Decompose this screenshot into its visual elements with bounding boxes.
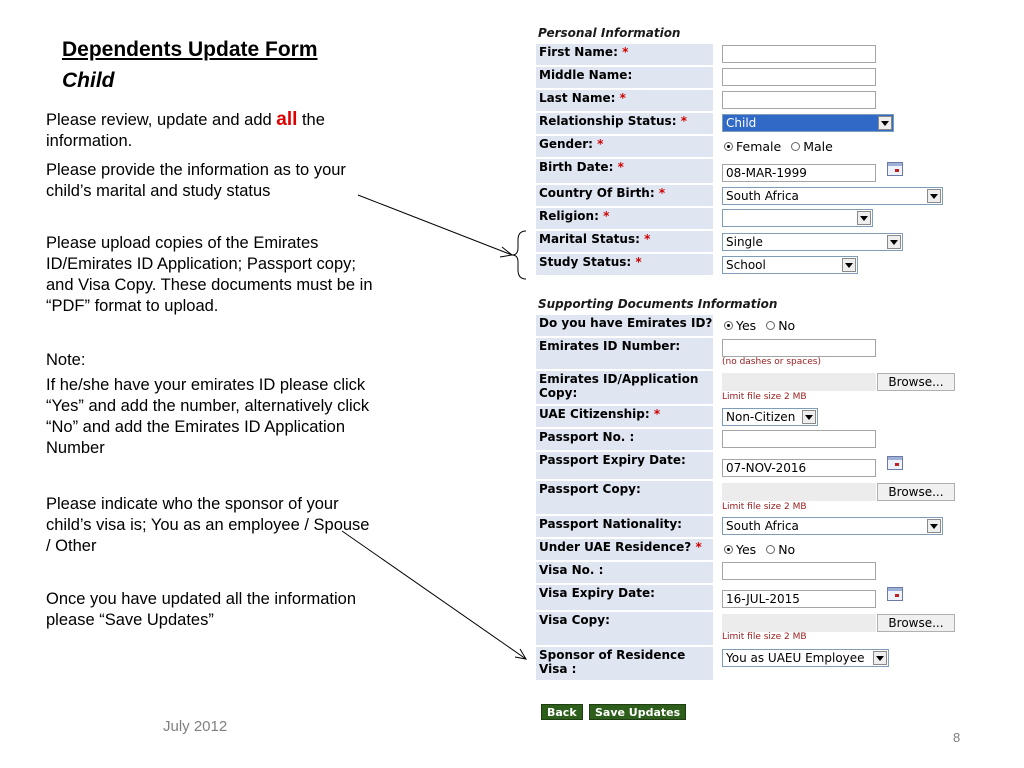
- passport-copy-file-field[interactable]: [722, 483, 876, 501]
- chevron-down-icon[interactable]: [887, 235, 901, 249]
- last-name-label: [536, 90, 713, 111]
- emirates-yes-radio[interactable]: [724, 321, 733, 330]
- middle-name-label-text: Middle Name:: [539, 68, 633, 82]
- marital-label-text: Marital Status:: [539, 232, 640, 246]
- visa-expiry-label-text: Visa Expiry Date:: [539, 586, 655, 600]
- residence-no-radio[interactable]: [766, 545, 775, 554]
- footer-date: July 2012: [163, 718, 228, 735]
- citizenship-label-text: UAE Citizenship:: [539, 407, 650, 421]
- citizenship-label: [536, 406, 713, 427]
- passport-no-input[interactable]: [722, 430, 876, 448]
- first-name-label: [536, 44, 713, 65]
- marital-label: [536, 231, 713, 252]
- required-mark: *: [695, 540, 702, 554]
- emirates-copy-label-text: Emirates ID/Application Copy:: [539, 372, 699, 400]
- first-name-label-text: First Name:: [539, 45, 618, 59]
- required-mark: *: [644, 232, 651, 246]
- required-mark: *: [680, 114, 687, 128]
- required-mark: *: [619, 91, 626, 105]
- arrow-sponsor-line: [342, 531, 526, 659]
- required-mark: *: [597, 137, 604, 151]
- birth-date-label-text: Birth Date:: [539, 160, 614, 174]
- documents-section-title: Supporting Documents Information: [538, 297, 778, 311]
- gender-female-radio[interactable]: [724, 142, 733, 151]
- emirates-copy-file-field[interactable]: [722, 373, 876, 391]
- sponsor-select-value: You as UAEU Employee: [726, 651, 865, 665]
- residence-radio-group: [724, 542, 795, 557]
- required-mark: *: [617, 160, 624, 174]
- note-text: If he/she have your emirates ID please click “Yes” and add the number, alternatively click “No” and add the Emirates ID Application Number: [46, 376, 370, 457]
- study-label-text: Study Status:: [539, 255, 632, 269]
- study-select[interactable]: [722, 256, 858, 274]
- visa-no-label: [536, 562, 713, 583]
- sponsor-select[interactable]: [722, 649, 889, 667]
- visa-copy-label: [536, 612, 713, 645]
- emirates-copy-browse-button[interactable]: Browse...: [877, 373, 955, 391]
- save-updates-button[interactable]: Save Updates: [589, 704, 686, 720]
- required-mark: *: [653, 407, 661, 421]
- gender-female-label[interactable]: Female: [736, 139, 782, 154]
- required-mark: *: [603, 209, 610, 223]
- residence-yes-label[interactable]: Yes: [736, 542, 757, 557]
- passport-copy-label: [536, 481, 713, 514]
- instruction-upload: Please upload copies of the Emirates ID/Emirates ID Application; Passport copy; and Visa Copy. These documents must be in “PDF” format to upload.: [46, 234, 373, 315]
- visa-no-input[interactable]: [722, 562, 876, 580]
- study-select-value: School: [726, 258, 766, 272]
- country-select-value: South Africa: [726, 189, 799, 203]
- residence-no-label[interactable]: No: [778, 542, 796, 557]
- page-title: Dependents Update Form: [62, 38, 318, 61]
- gender-label-text: Gender:: [539, 137, 593, 151]
- calendar-icon[interactable]: [887, 456, 903, 470]
- file-size-hint: Limit file size 2 MB: [722, 632, 807, 642]
- required-mark: *: [635, 255, 642, 269]
- passport-copy-browse-button[interactable]: Browse...: [877, 483, 955, 501]
- birth-date-label: [536, 159, 713, 183]
- emirates-number-input[interactable]: [722, 339, 876, 357]
- page-subtitle: Child: [62, 69, 115, 92]
- relationship-select[interactable]: [722, 114, 894, 132]
- back-button[interactable]: Back: [541, 704, 583, 720]
- relationship-label-text: Relationship Status:: [539, 114, 677, 128]
- calendar-icon[interactable]: [887, 162, 903, 176]
- page-number: 8: [953, 730, 961, 745]
- file-size-hint: Limit file size 2 MB: [722, 392, 807, 402]
- passport-no-label-text: Passport No. :: [539, 430, 635, 444]
- sponsor-label: [536, 647, 713, 680]
- visa-expiry-input[interactable]: 16-JUL-2015: [722, 590, 876, 608]
- arrow-status-line: [358, 195, 512, 255]
- chevron-down-icon[interactable]: [802, 410, 816, 424]
- instruction-review-end: the information.: [46, 111, 325, 150]
- emirates-copy-label: [536, 371, 713, 404]
- first-name-input[interactable]: [722, 45, 876, 63]
- relationship-select-value: Child: [726, 116, 757, 130]
- country-label-text: Country Of Birth:: [539, 186, 655, 200]
- residence-label-text: Under UAE Residence?: [539, 540, 692, 554]
- country-label: [536, 185, 713, 206]
- visa-copy-file-field[interactable]: [722, 614, 876, 632]
- emirates-radio-group: [724, 318, 795, 333]
- chevron-down-icon[interactable]: [857, 211, 871, 225]
- marital-select[interactable]: [722, 233, 903, 251]
- chevron-down-icon[interactable]: [873, 651, 887, 665]
- passport-nationality-value: South Africa: [726, 519, 799, 533]
- middle-name-input[interactable]: [722, 68, 876, 86]
- gender-radio-group: [724, 139, 833, 154]
- passport-expiry-label: [536, 452, 713, 479]
- instruction-sponsor: Please indicate who the sponsor of your child’s visa is; You as an employee / Spouse / Other: [46, 495, 370, 555]
- sponsor-label-text: Sponsor of Residence Visa :: [539, 648, 686, 676]
- status-bracket: [512, 231, 526, 279]
- emirates-no-radio[interactable]: [766, 321, 775, 330]
- emirates-question-text: Do you have Emirates ID?: [539, 316, 713, 330]
- emirates-yes-label[interactable]: Yes: [736, 318, 757, 333]
- required-mark: *: [622, 45, 629, 59]
- required-mark: *: [658, 186, 666, 200]
- last-name-input[interactable]: [722, 91, 876, 109]
- religion-label: [536, 208, 713, 229]
- country-select[interactable]: [722, 187, 943, 205]
- gender-male-label[interactable]: Male: [803, 139, 833, 154]
- last-name-label-text: Last Name:: [539, 91, 616, 105]
- note-title: Note:: [46, 351, 86, 369]
- gender-label: [536, 136, 713, 157]
- calendar-icon[interactable]: [887, 587, 903, 601]
- instruction-emphasis: all: [276, 109, 298, 130]
- passport-nationality-label-text: Passport Nationality:: [539, 517, 682, 531]
- relationship-label: [536, 113, 713, 134]
- chevron-down-icon[interactable]: [842, 258, 856, 272]
- citizenship-select[interactable]: [722, 408, 818, 426]
- chevron-down-icon[interactable]: [878, 116, 892, 130]
- birth-date-input[interactable]: 08-MAR-1999: [722, 164, 876, 182]
- religion-label-text: Religion:: [539, 209, 599, 223]
- instruction-status: Please provide the information as to your child’s marital and study status: [46, 161, 346, 200]
- file-size-hint: Limit file size 2 MB: [722, 502, 807, 512]
- chevron-down-icon[interactable]: [927, 519, 941, 533]
- study-label: [536, 254, 713, 275]
- arrow-status-head: [500, 247, 512, 257]
- emirates-number-label: [536, 338, 713, 369]
- personal-section-title: Personal Information: [538, 26, 681, 40]
- residence-yes-radio[interactable]: [724, 545, 733, 554]
- visa-no-label-text: Visa No. :: [539, 563, 604, 577]
- instruction-review-start: Please review, update and add: [46, 111, 277, 129]
- passport-no-label: [536, 429, 713, 450]
- middle-name-label: [536, 67, 713, 88]
- marital-select-value: Single: [726, 235, 763, 249]
- passport-expiry-input[interactable]: 07-NOV-2016: [722, 459, 876, 477]
- emirates-number-hint: (no dashes or spaces): [722, 357, 821, 367]
- passport-copy-label-text: Passport Copy:: [539, 482, 641, 496]
- emirates-no-label[interactable]: No: [778, 318, 796, 333]
- chevron-down-icon[interactable]: [927, 189, 941, 203]
- emirates-number-label-text: Emirates ID Number:: [539, 339, 681, 353]
- religion-select[interactable]: [722, 209, 873, 227]
- citizenship-select-value: Non-Citizen: [726, 410, 796, 424]
- passport-nationality-label: [536, 516, 713, 537]
- passport-expiry-label-text: Passport Expiry Date:: [539, 453, 686, 467]
- visa-copy-browse-button[interactable]: Browse...: [877, 614, 955, 632]
- residence-label: [536, 539, 713, 560]
- visa-expiry-label: [536, 585, 713, 610]
- emirates-question-label: [536, 315, 713, 336]
- gender-male-radio[interactable]: [791, 142, 800, 151]
- visa-copy-label-text: Visa Copy:: [539, 613, 610, 627]
- passport-nationality-select[interactable]: [722, 517, 943, 535]
- instruction-save: Once you have updated all the information please “Save Updates”: [46, 590, 357, 629]
